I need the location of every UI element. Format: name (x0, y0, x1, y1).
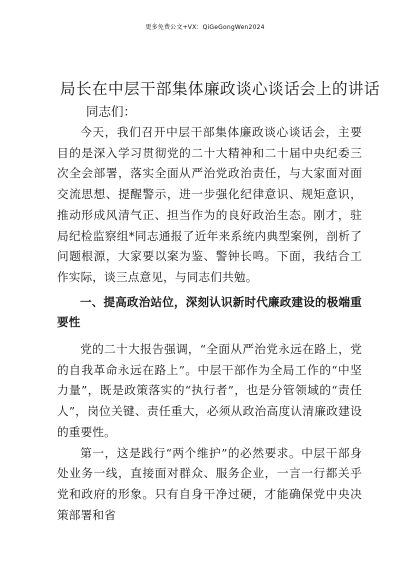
body-paragraph: 今天，我们召开中层干部集体廉政谈心谈话会，主要目的是深入学习贯彻党的二十大精神和二十届中央纪委三次全会部署，落实全面从严治党政治责任，与大家面对面交流思想、提醒警示，进一步强化纪律意识、规矩意识，推动形成风清气正、担当作为的良好政治生态。刚才，驻局纪检监察组*同志通报了近年来系统内典型案例，剖析了问题根源，大家要以案为鉴、警钟长鸣。下面，我结合工作实际，谈三点意见，与同志们共勉。 (57, 125, 362, 284)
body-paragraph: 党的二十大报告强调，“全面从严治党永远在路上，党的自我革命永远在路上”。中层干部作为全局工作的“中坚力量”，既是政策落实的“执行者”，也是分管领域的“责任人”，岗位关键、责任重大，必须从政治高度认清廉政建设的重要性。 (57, 342, 362, 439)
document-title: 局长在中层干部集体廉政谈心谈话会上的讲话 (60, 80, 381, 98)
body-paragraph: 第一，这是践行“两个维护”的必然要求。中层干部身处业务一线，直接面对群众、服务企业，一言一行都关乎党和政府的形象。只有自身干净过硬，才能确保党中央决策部署和省 (57, 445, 362, 522)
salutation: 同志们： (86, 104, 137, 119)
document-body (57, 122, 362, 525)
section-heading: 一、提高政治站位，深刻认识新时代廉政建设的极端重要性 (57, 294, 362, 330)
header-note: 更多免费公文+VX：QiGeGongWen2024 (145, 24, 265, 31)
